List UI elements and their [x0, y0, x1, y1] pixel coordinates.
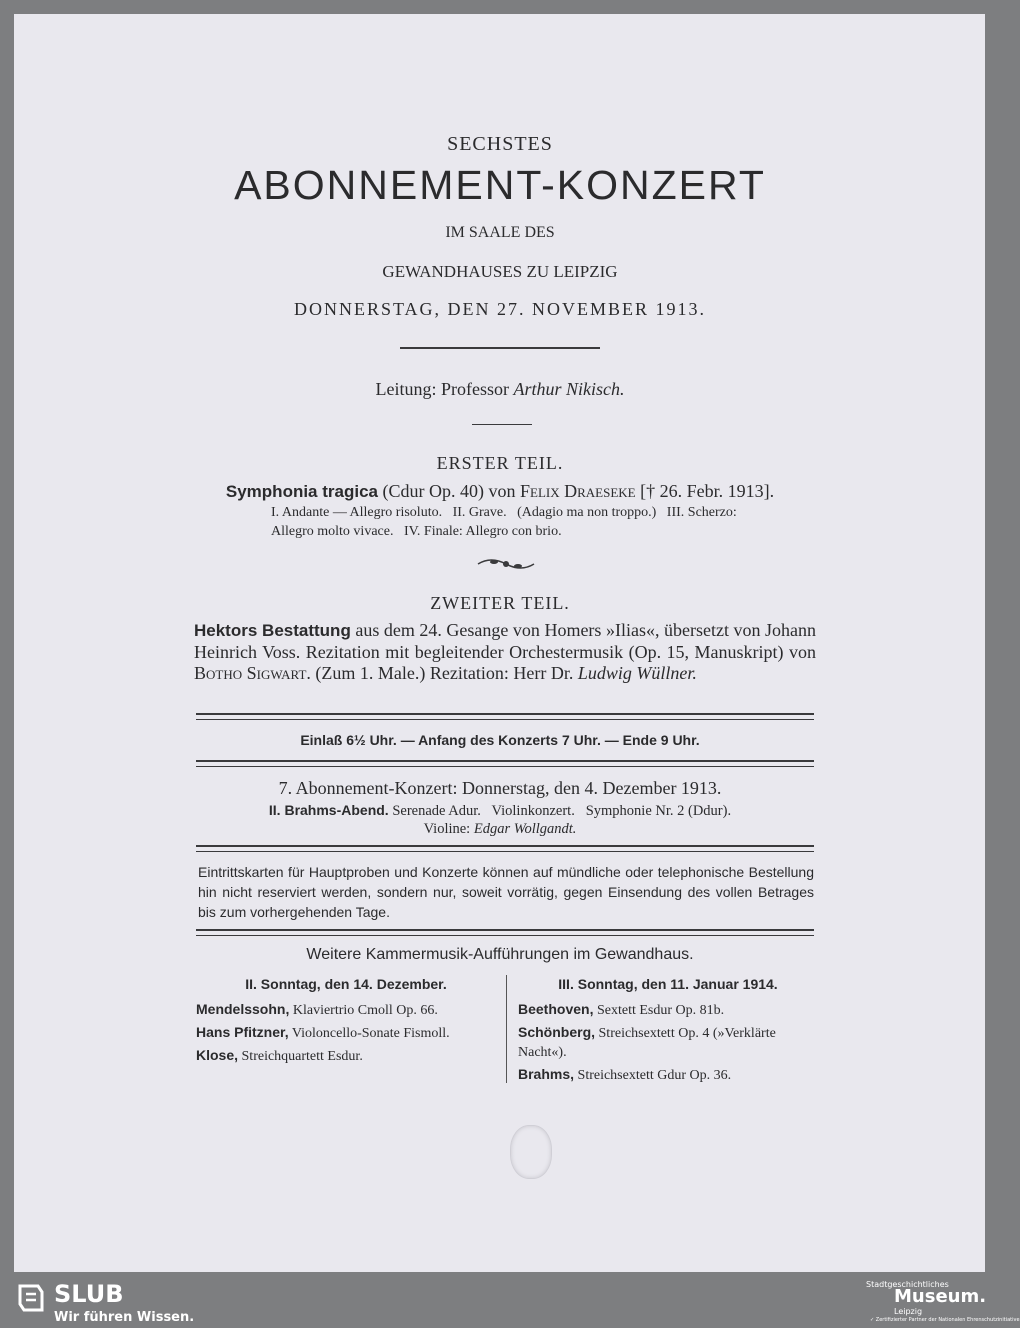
next-concert-program-line	[0, 802, 1000, 820]
part2-text	[194, 620, 816, 685]
chamber-left-date: II. Sonntag, den 14. Dezember.	[245, 976, 447, 992]
list-item	[518, 1000, 818, 1020]
part1-heading: ERSTER TEIL.	[436, 453, 564, 473]
part1-work-detail: (Cdur Op. 40) von	[382, 481, 516, 501]
embossed-seal	[510, 1125, 552, 1179]
part1-death-note: [† 26. Febr. 1913].	[640, 481, 775, 501]
next-concert-title: II. Brahms-Abend.	[268, 802, 389, 818]
concert-title: ABONNEMENT-KONZERT	[234, 162, 766, 208]
part1-work-line	[0, 481, 1000, 502]
museum-name[interactable]: Museum.	[894, 1286, 987, 1307]
composer: Beethoven,	[518, 1001, 594, 1017]
movements-line-2: Allegro molto vivace. IV. Finale: Allegro con brio.	[271, 524, 562, 539]
part2-heading: ZWEITER TEIL.	[430, 593, 570, 613]
slub-name[interactable]: SLUB	[54, 1280, 124, 1308]
conductor-name: Arthur Nikisch.	[513, 379, 625, 399]
composer: Brahms,	[518, 1066, 575, 1082]
chamber-right-date: III. Sonntag, den 11. Januar 1914.	[558, 976, 778, 992]
column-divider	[506, 975, 507, 1083]
double-rule-1	[196, 713, 814, 720]
short-rule	[472, 424, 532, 425]
concert-date: DONNERSTAG, DEN 27. NOVEMBER 1913.	[293, 299, 707, 319]
ticket-notice: Eintrittskarten für Hauptproben und Konzerte können auf mündliche oder telephonische Bestellung hin nicht reserviert werden, sondern nur, soweit vorrätig, gegen Einsendung des vollen Betrages bis zum vorhergehenden Tage.	[198, 864, 814, 920]
work: Violoncello-Sonate Fismoll.	[291, 1026, 450, 1041]
museum-city: Leipzig	[894, 1307, 923, 1316]
venue-line-2: GEWANDHAUSES ZU LEIPZIG	[382, 262, 618, 281]
part2-work-title: Hektors Bestattung	[194, 621, 351, 640]
list-item	[518, 1065, 818, 1085]
list-item	[196, 1046, 496, 1066]
work: Streichsextett Op. 4 (»Verklärte Nacht«).	[518, 1026, 776, 1060]
violinist-name: Edgar Wollgandt.	[473, 821, 577, 837]
part2-text-a: aus dem 24. Gesange von Homers »Ilias«, übersetzt von Johann Heinrich Voss. Rezitation mit begleitender Orchestermusik (Op. 15, Manuskript) von	[194, 620, 816, 662]
concert-ordinal: SECHSTES	[447, 133, 553, 155]
floral-ornament-icon	[476, 556, 536, 572]
violin-label: Violine:	[423, 821, 471, 837]
slub-logo-icon	[16, 1282, 46, 1314]
next-concert-line: 7. Abonnement-Konzert: Donnerstag, den 4. Dezember 1913.	[278, 778, 722, 798]
list-item	[518, 1023, 818, 1062]
double-rule-3	[196, 845, 814, 852]
list-item	[196, 1023, 496, 1043]
part2-text-b: (Zum 1. Male.) Rezitation: Herr Dr.	[315, 663, 574, 683]
part1-composer: Felix Draeseke	[520, 481, 636, 501]
composer: Schönberg,	[518, 1024, 596, 1040]
museum-certification: ✓ Zertifizierter Partner der Nationalen Ehrenschutzinitiative	[870, 1317, 1020, 1323]
work: Streichsextett Gdur Op. 36.	[577, 1068, 732, 1083]
violinist-line	[0, 821, 1000, 838]
composer: Klose,	[196, 1047, 239, 1063]
footer-bar	[0, 1272, 1020, 1328]
list-item	[196, 1000, 496, 1020]
part1-work-title: Symphonia tragica	[225, 482, 378, 501]
work: Sextett Esdur Op. 81b.	[596, 1003, 725, 1018]
conductor-line	[0, 379, 1000, 400]
part2-reciter: Ludwig Wüllner.	[577, 663, 697, 683]
museum-top-line: Stadtgeschichtliches	[866, 1280, 949, 1289]
composer: Hans Pfitzner,	[196, 1024, 289, 1040]
movements-line-1: I. Andante — Allegro risoluto. II. Grave. (Adagio ma non troppo.) III. Scherzo:	[271, 505, 737, 520]
chamber-left-column	[196, 975, 496, 1069]
venue-line-1: IM SAALE DES	[445, 224, 555, 241]
chamber-right-column	[518, 975, 818, 1088]
chamber-heading: Weitere Kammermusik-Aufführungen im Gewandhaus.	[306, 946, 694, 963]
conductor-label: Leitung: Professor	[375, 379, 509, 399]
part2-composer: Botho Sigwart.	[194, 663, 311, 683]
slub-tagline: Wir führen Wissen.	[54, 1310, 195, 1325]
double-rule-2	[196, 760, 814, 767]
work: Streichquartett Esdur.	[241, 1049, 363, 1064]
work: Klaviertrio Cmoll Op. 66.	[292, 1003, 438, 1018]
admission-times: Einlaß 6½ Uhr. — Anfang des Konzerts 7 Uhr. — Ende 9 Uhr.	[300, 732, 700, 748]
composer: Mendelssohn,	[196, 1001, 290, 1017]
double-rule-4	[196, 929, 814, 936]
part1-movements	[271, 503, 831, 541]
next-concert-program: Serenade Adur. Violinkonzert. Symphonie Nr. 2 (Ddur).	[392, 803, 732, 819]
ornament-rule	[400, 347, 600, 349]
